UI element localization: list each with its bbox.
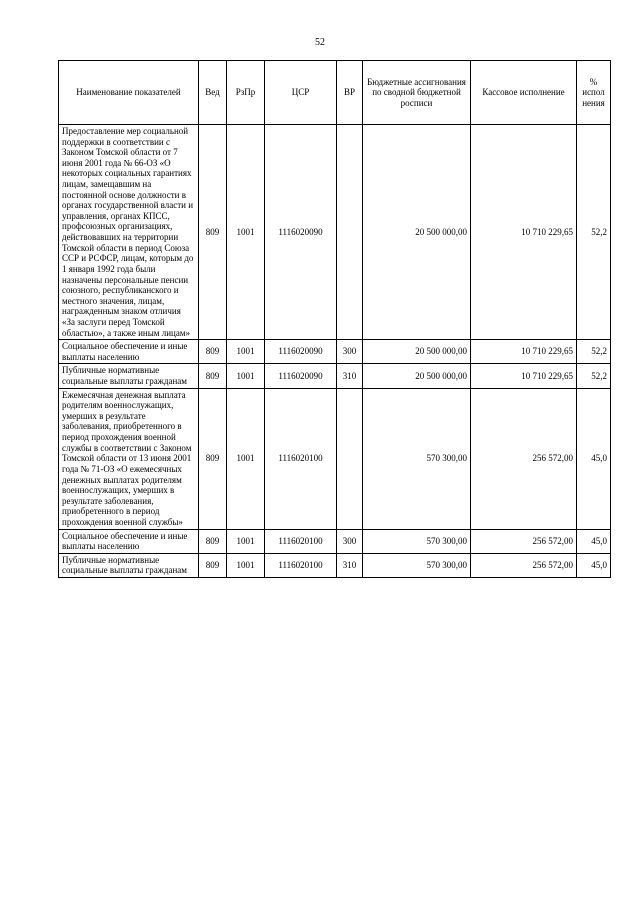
- row-budget: 570 300,00: [363, 553, 471, 577]
- row-cash: 256 572,00: [471, 553, 577, 577]
- row-budget: 570 300,00: [363, 529, 471, 553]
- row-rzpr: 1001: [227, 388, 265, 529]
- row-percent: 52,2: [577, 364, 611, 388]
- row-csr: 1116020100: [265, 388, 337, 529]
- budget-execution-table: [58, 60, 611, 578]
- row-percent: 52,2: [577, 340, 611, 364]
- row-cash: 256 572,00: [471, 388, 577, 529]
- row-cash: 256 572,00: [471, 529, 577, 553]
- row-ved: 809: [199, 529, 227, 553]
- row-budget: 20 500 000,00: [363, 125, 471, 340]
- row-vr: 310: [337, 553, 363, 577]
- row-rzpr: 1001: [227, 553, 265, 577]
- row-ved: 809: [199, 553, 227, 577]
- row-ved: 809: [199, 388, 227, 529]
- table-row: [59, 364, 611, 388]
- row-ved: 809: [199, 125, 227, 340]
- row-percent: 52,2: [577, 125, 611, 340]
- row-csr: 1116020090: [265, 340, 337, 364]
- row-name: Публичные нормативные социальные выплаты гражданам: [59, 553, 199, 577]
- table-row: [59, 340, 611, 364]
- header-csr: ЦСР: [265, 61, 337, 125]
- table-header-row: [59, 61, 611, 125]
- row-ved: 809: [199, 340, 227, 364]
- page-number: 52: [315, 37, 325, 48]
- header-name: Наименование показателей: [59, 61, 199, 125]
- header-ved: Вед: [199, 61, 227, 125]
- row-ved: 809: [199, 364, 227, 388]
- row-percent: 45,0: [577, 553, 611, 577]
- row-percent: 45,0: [577, 529, 611, 553]
- row-csr: 1116020090: [265, 125, 337, 340]
- header-percent: % испол нения: [577, 61, 611, 125]
- row-name: Публичные нормативные социальные выплаты гражданам: [59, 364, 199, 388]
- row-name: Социальное обеспечение и иные выплаты населению: [59, 340, 199, 364]
- table-row: [59, 553, 611, 577]
- row-vr: 300: [337, 529, 363, 553]
- table-row: [59, 388, 611, 529]
- row-budget: 570 300,00: [363, 388, 471, 529]
- row-rzpr: 1001: [227, 364, 265, 388]
- row-vr: [337, 388, 363, 529]
- row-budget: 20 500 000,00: [363, 364, 471, 388]
- header-budget: Бюджетные ассигнования по сводной бюджетной росписи: [363, 61, 471, 125]
- row-rzpr: 1001: [227, 529, 265, 553]
- row-csr: 1116020100: [265, 553, 337, 577]
- row-csr: 1116020100: [265, 529, 337, 553]
- row-vr: 310: [337, 364, 363, 388]
- row-budget: 20 500 000,00: [363, 340, 471, 364]
- row-cash: 10 710 229,65: [471, 340, 577, 364]
- row-vr: [337, 125, 363, 340]
- row-percent: 45,0: [577, 388, 611, 529]
- table-row: [59, 529, 611, 553]
- header-cash: Кассовое исполнение: [471, 61, 577, 125]
- table-row: [59, 125, 611, 340]
- row-vr: 300: [337, 340, 363, 364]
- row-name: Предоставление мер социальной поддержки в соответствии с Законом Томской области от 7 июня 2001 года № 66-ОЗ «О некоторых социальных гарантиях лицам, замещавшим на постоянной основе должности в органах государственной власти и управления, органах КПСС, профсоюзных организациях, действовавших на территории Томской области в период Союза ССР и РСФСР, лицам, которым до 1 января 1992 года были назначены персональные пенсии союзного, республиканского и местного значения, лицам, награжденным знаком отличия «За заслуги перед Томской областью», а также иным лицам»: [59, 125, 199, 340]
- header-rzpr: РзПр: [227, 61, 265, 125]
- row-name: Социальное обеспечение и иные выплаты населению: [59, 529, 199, 553]
- row-rzpr: 1001: [227, 340, 265, 364]
- row-cash: 10 710 229,65: [471, 364, 577, 388]
- row-csr: 1116020090: [265, 364, 337, 388]
- row-name: Ежемесячная денежная выплата родителям военнослужащих, умерших в результате заболевания, приобретенного в период прохождения военной службы в соответствии с Законом Томской области от 13 июня 2001 года № 71-ОЗ «О ежемесячных денежных выплатах родителям военнослужащих, умерших в результате заболевания, приобретенного в период прохождения военной службы»: [59, 388, 199, 529]
- header-vr: ВР: [337, 61, 363, 125]
- row-cash: 10 710 229,65: [471, 125, 577, 340]
- row-rzpr: 1001: [227, 125, 265, 340]
